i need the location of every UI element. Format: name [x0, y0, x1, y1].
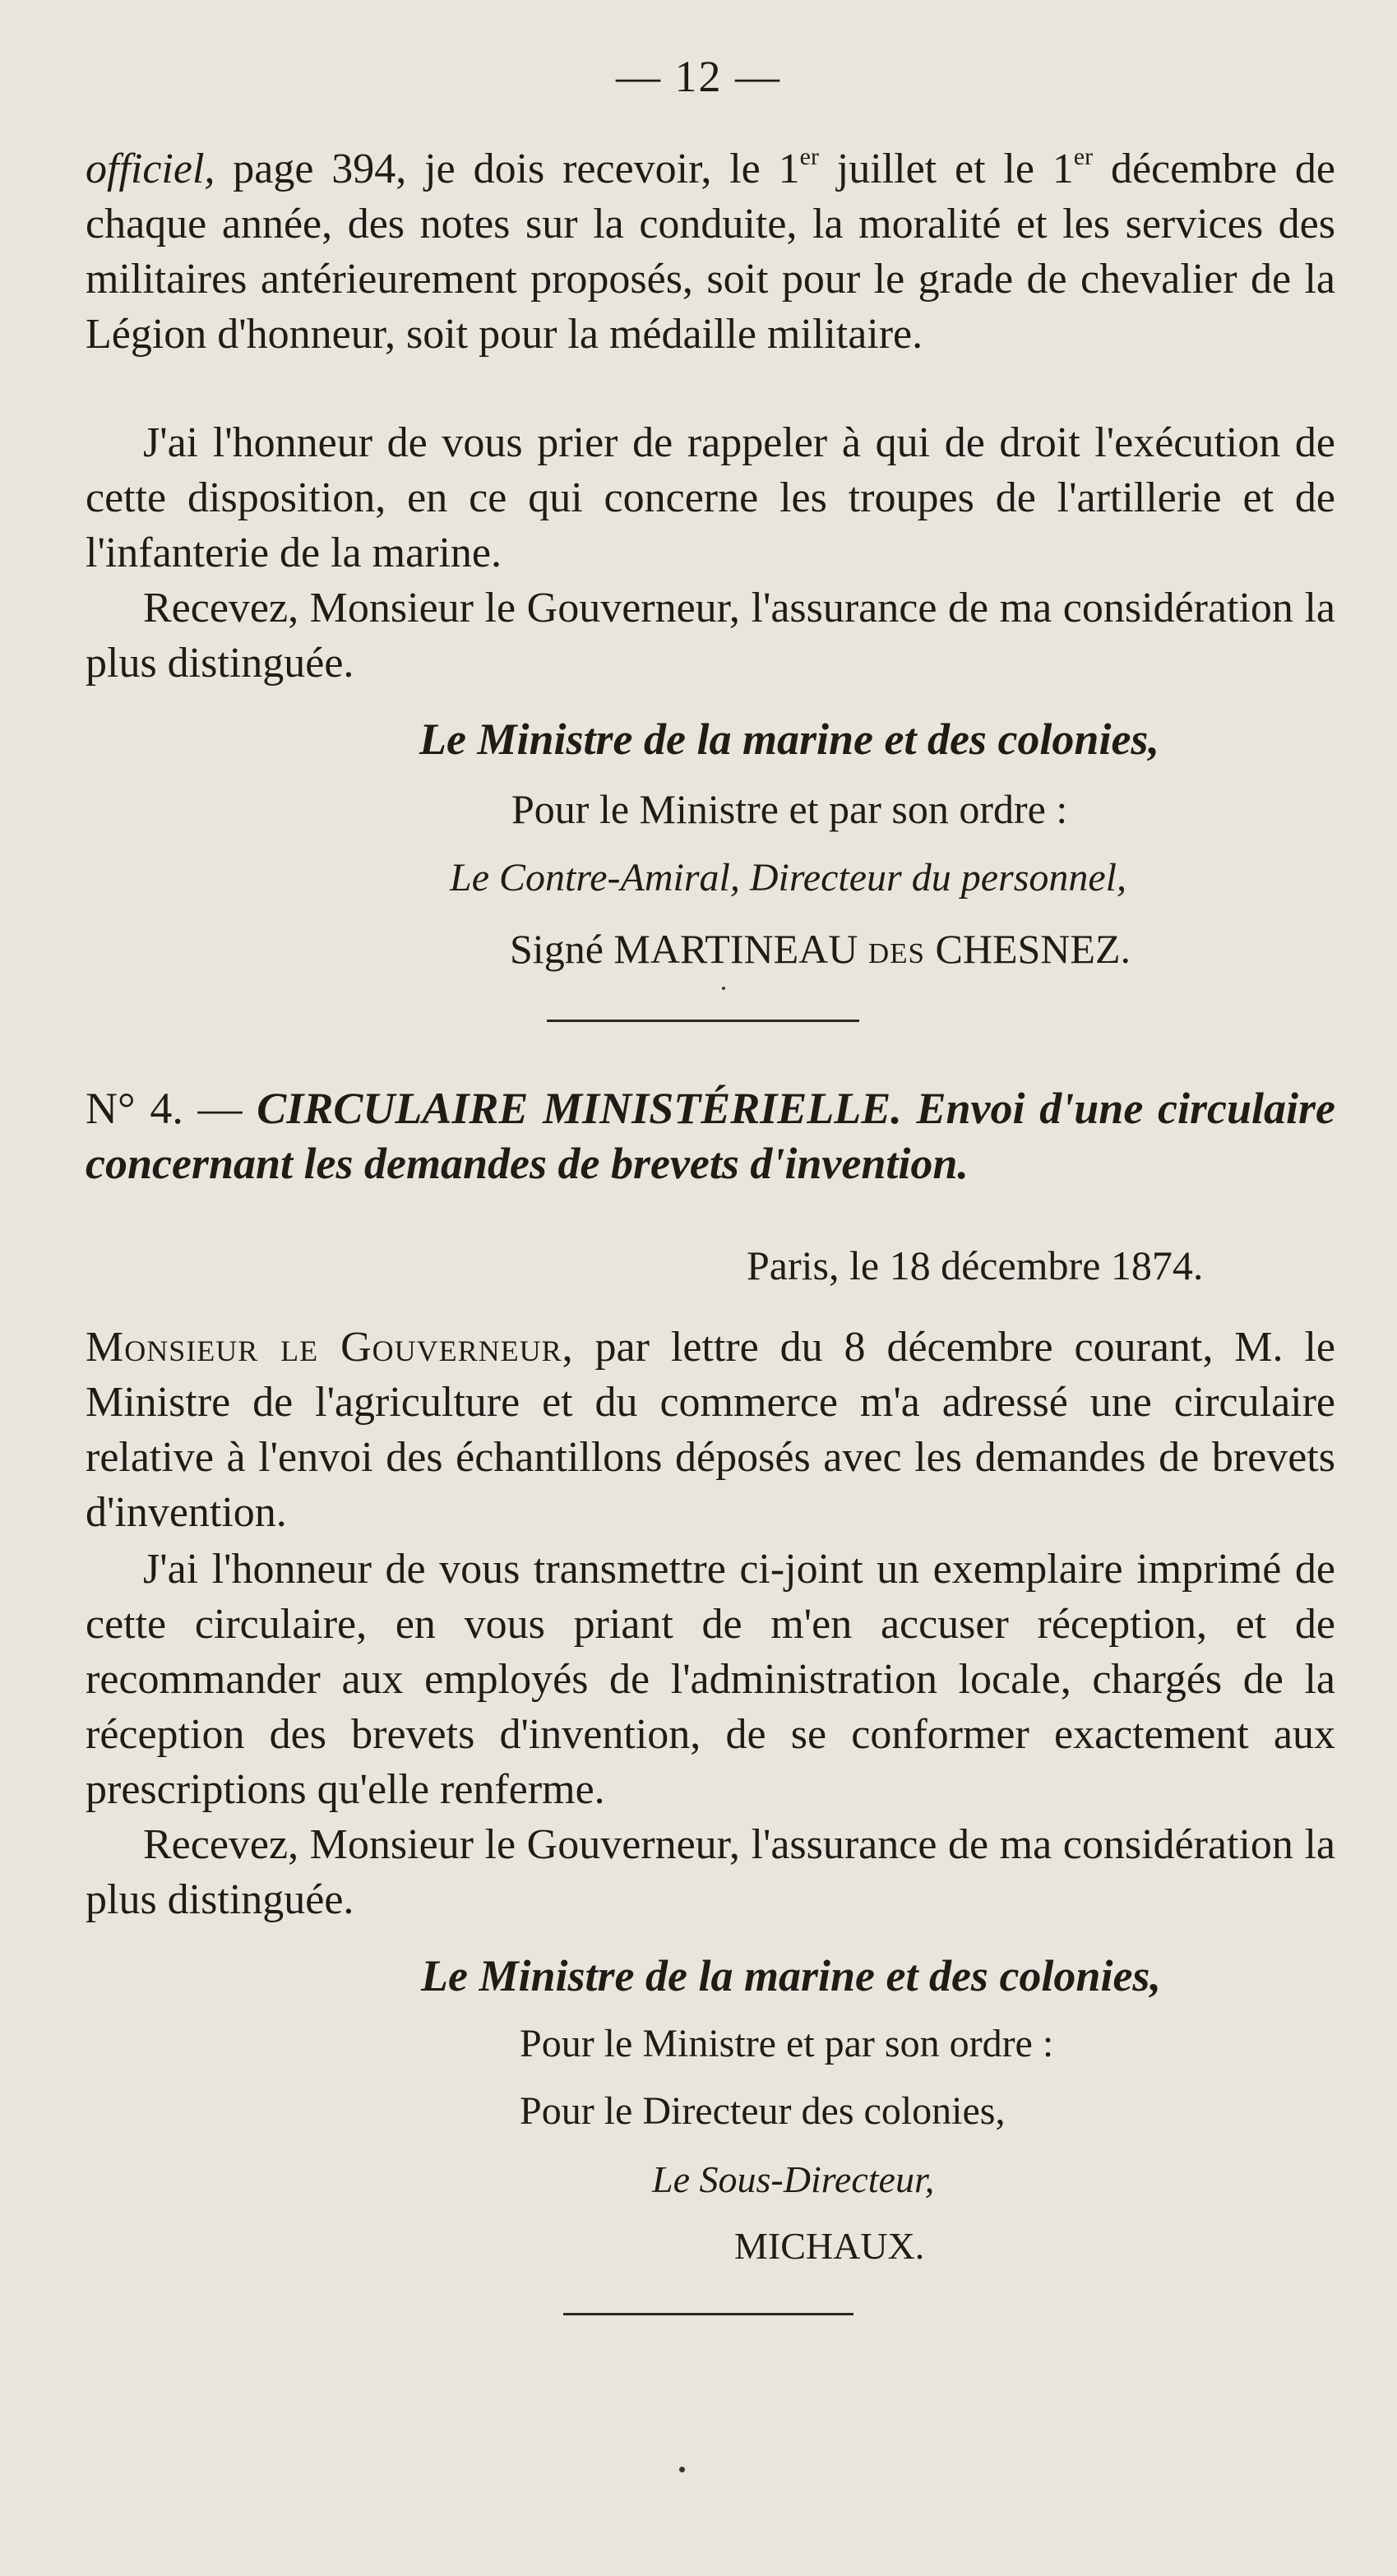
- signature-contre-amiral-line: Le Contre-Amiral, Directeur du personnel,: [450, 856, 1127, 900]
- paper-speck: [679, 2467, 685, 2472]
- paragraph-text-b: juillet et le 1: [818, 146, 1074, 192]
- paragraph-rappeler: J'ai l'honneur de vous prier de rappeler à qui de droit l'exécution de cette disposition, en ce qui concerne les troupes de l'artillerie et de l'infanterie de la marine.: [86, 419, 1335, 576]
- signature-name-prefix: Signé MARTINEAU: [510, 926, 868, 972]
- section-divider-1: [547, 1020, 859, 1022]
- signature-name-line: [510, 925, 1131, 973]
- heading-subject: Envoi d'une circulaire concernant les demandes de brevets d'invention.: [86, 1084, 1335, 1188]
- superscript-er-1: er: [799, 143, 819, 170]
- signature2-minister-line: Le Ministre de la marine et des colonies,: [421, 1951, 1161, 2000]
- paragraph-monsieur-text: par lettre du 8 décembre courant, M. le Ministre de l'agriculture et du commerce m'a adressé une circulaire relative à l'envoi des échantillons déposés avec les demandes de brevets d'invention.: [86, 1324, 1335, 1536]
- paper-speck: [722, 987, 725, 990]
- signature2-director-line: Pour le Directeur des colonies,: [520, 2089, 1006, 2133]
- signature2-sous-directeur-line: Le Sous-Directeur,: [652, 2158, 935, 2200]
- paragraph-transmettre: J'ai l'honneur de vous transmettre ci-joint un exemplaire imprimé de cette circulaire, en vous priant de m'en accuser réception, et de recommander aux employés de l'administration locale, chargés de la réception des brevets d'invention, de se conformer exactement aux prescriptions qu'elle renferme.: [86, 1546, 1335, 1813]
- signature-name-des: des: [867, 926, 925, 972]
- signature2-order-line: Pour le Ministre et par son ordre :: [520, 2022, 1054, 2065]
- circular-heading: [86, 1081, 1335, 1191]
- heading-title: CIRCULAIRE MINISTÉRIELLE.: [257, 1084, 902, 1133]
- letter-date: Paris, le 18 décembre 1874.: [747, 1242, 1204, 1288]
- paragraph-monsieur: [86, 1320, 1335, 1540]
- signature2-name-line: MICHAUX.: [734, 2225, 925, 2267]
- paragraph-officiel: [86, 141, 1335, 362]
- page-number: — 12 —: [616, 52, 781, 101]
- salutation: Monsieur le Gouverneur,: [86, 1324, 574, 1371]
- paragraph-recevez-1: Recevez, Monsieur le Gouverneur, l'assurance de ma considération la plus distinguée.: [86, 585, 1335, 687]
- paragraph-text-c: décembre de chaque année, des notes sur la conduite, la moralité et les services des militaires antérieurement proposés, soit pour le grade de chevalier de la Légion d'honneur, soit pour la médaille militaire.: [86, 146, 1335, 358]
- paragraph-recevez-2: Recevez, Monsieur le Gouverneur, l'assurance de ma considération la plus distinguée.: [86, 1821, 1335, 1923]
- superscript-er-2: er: [1073, 143, 1094, 170]
- paragraph-text-a: page 394, je dois recevoir, le 1: [215, 146, 800, 192]
- signature-minister-line: Le Ministre de la marine et des colonies,: [419, 715, 1159, 764]
- section-divider-2: [563, 2313, 853, 2315]
- signature-name-suffix: CHESNEZ.: [925, 926, 1131, 972]
- heading-number: N° 4. —: [86, 1084, 257, 1133]
- signature-order-line: Pour le Ministre et par son ordre :: [511, 786, 1068, 832]
- paragraph-italic-start: officiel,: [86, 146, 215, 192]
